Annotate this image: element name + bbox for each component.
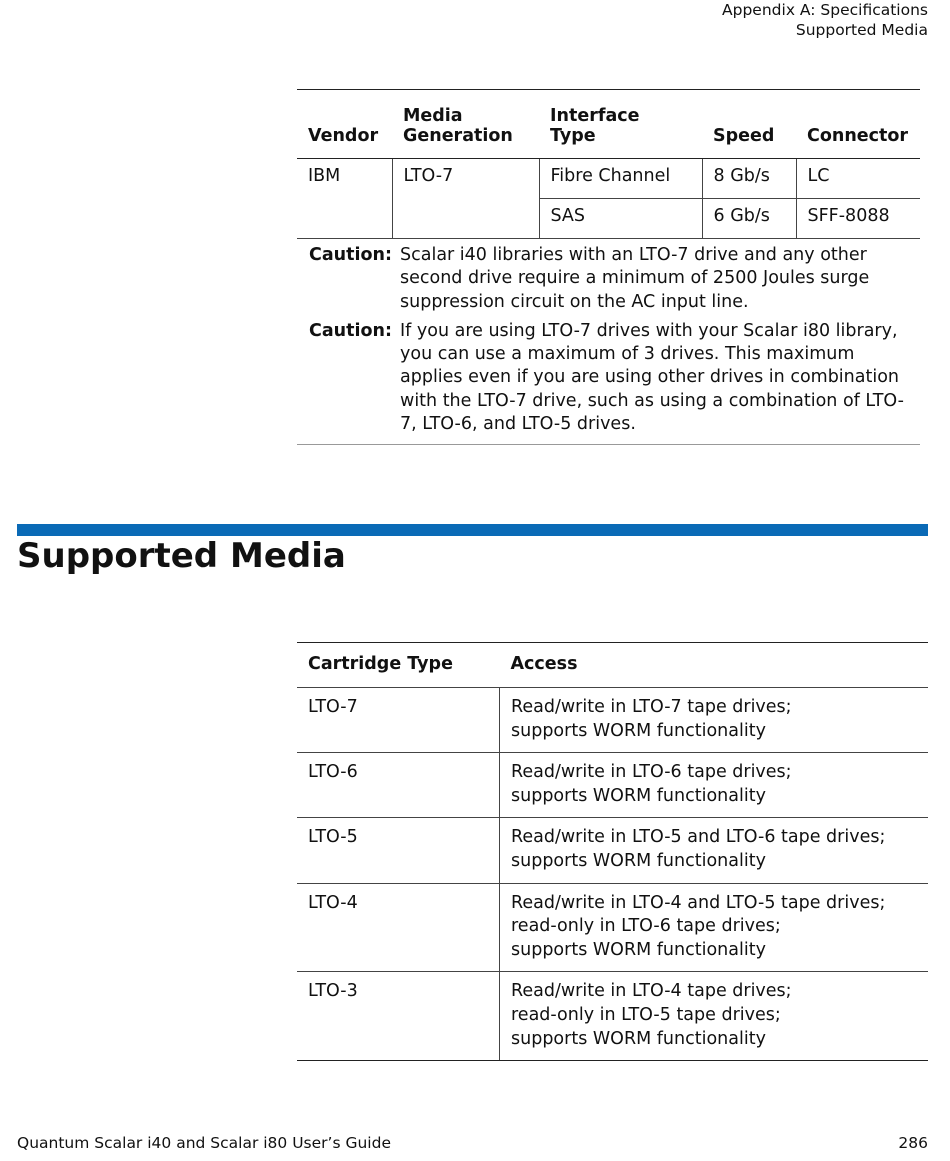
cell-cartridge-type: LTO-3 — [297, 972, 500, 1061]
section-title: Supported Media — [17, 536, 346, 576]
cell-access — [500, 688, 929, 753]
drive-table — [297, 89, 920, 238]
cell-speed: 8 Gb/s — [702, 159, 796, 199]
table-row — [297, 753, 928, 818]
cell-access — [500, 972, 929, 1061]
caution-note — [297, 244, 920, 314]
caution-text: Scalar i40 libraries with an LTO-7 drive and any other second drive require a minimum of 2500 Joules surge suppression circuit on the AC input line. — [400, 245, 870, 312]
supported-media-table — [297, 642, 928, 1061]
cell-cartridge-type: LTO-7 — [297, 688, 500, 753]
access-line: supports WORM functionality — [511, 1028, 766, 1049]
caution-label: Caution: — [309, 245, 392, 265]
media-table-header-row — [297, 643, 928, 688]
cell-cartridge-type: LTO-6 — [297, 753, 500, 818]
cell-connector: SFF-8088 — [796, 199, 920, 239]
header-appendix-title: Appendix A: Specifications — [722, 1, 928, 19]
col-header-media-generation-line2: Generation — [403, 126, 513, 146]
table-row — [297, 159, 920, 199]
caution-block — [297, 238, 920, 445]
col-header-access: Access — [500, 643, 929, 688]
cell-interface: SAS — [539, 199, 702, 239]
access-line: supports WORM functionality — [511, 785, 766, 806]
col-header-interface-type: Interface Type — [539, 90, 702, 159]
footer-page-number: 286 — [898, 1134, 928, 1152]
footer-guide-title: Quantum Scalar i40 and Scalar i80 User’s Guide — [17, 1134, 391, 1152]
cell-speed: 6 Gb/s — [702, 199, 796, 239]
col-header-speed: Speed — [702, 90, 796, 159]
col-header-cartridge-type: Cartridge Type — [297, 643, 500, 688]
cell-access — [500, 818, 929, 883]
cell-connector: LC — [796, 159, 920, 199]
cell-media-generation: LTO-7 — [392, 159, 539, 239]
header-section-title: Supported Media — [795, 21, 928, 39]
access-line: read-only in LTO-5 tape drives; — [511, 1004, 781, 1025]
cell-cartridge-type: LTO-5 — [297, 818, 500, 883]
access-line: read-only in LTO-6 tape drives; — [511, 916, 781, 937]
access-line: Read/write in LTO-5 and LTO-6 tape drives; — [511, 827, 886, 848]
table-row — [297, 688, 928, 753]
cell-interface: Fibre Channel — [539, 159, 702, 199]
running-header — [722, 0, 928, 40]
access-line: Read/write in LTO-7 tape drives; — [511, 697, 792, 717]
table-row — [297, 818, 928, 883]
drive-table-header-row — [297, 90, 920, 159]
cell-access — [500, 883, 929, 972]
access-line: supports WORM functionality — [511, 720, 766, 741]
access-line: Read/write in LTO-6 tape drives; — [511, 762, 792, 783]
cell-vendor: IBM — [308, 166, 341, 186]
access-line: supports WORM functionality — [511, 850, 766, 871]
table-row — [297, 883, 928, 972]
access-line: supports WORM functionality — [511, 939, 766, 960]
cell-access — [500, 753, 929, 818]
cell-cartridge-type: LTO-4 — [297, 883, 500, 972]
col-header-media-generation-line1: Media — [403, 106, 463, 126]
col-header-media-generation — [392, 90, 539, 159]
caution-label: Caution: — [309, 320, 392, 341]
table-row — [297, 972, 928, 1061]
col-header-connector: Connector — [796, 90, 920, 159]
caution-note — [297, 320, 920, 436]
access-line: Read/write in LTO-4 and LTO-5 tape drives; — [511, 892, 886, 913]
col-header-vendor: Vendor — [297, 90, 392, 159]
access-line: Read/write in LTO-4 tape drives; — [511, 981, 792, 1002]
caution-text: If you are using LTO-7 drives with your Scalar i80 library, you can use a maximum of 3 drives. This maximum applies even if you are using other drives in combination with the LTO-7 drive, such as using a combination of LTO-7, LTO-6, and LTO-5 drives. — [400, 320, 904, 435]
